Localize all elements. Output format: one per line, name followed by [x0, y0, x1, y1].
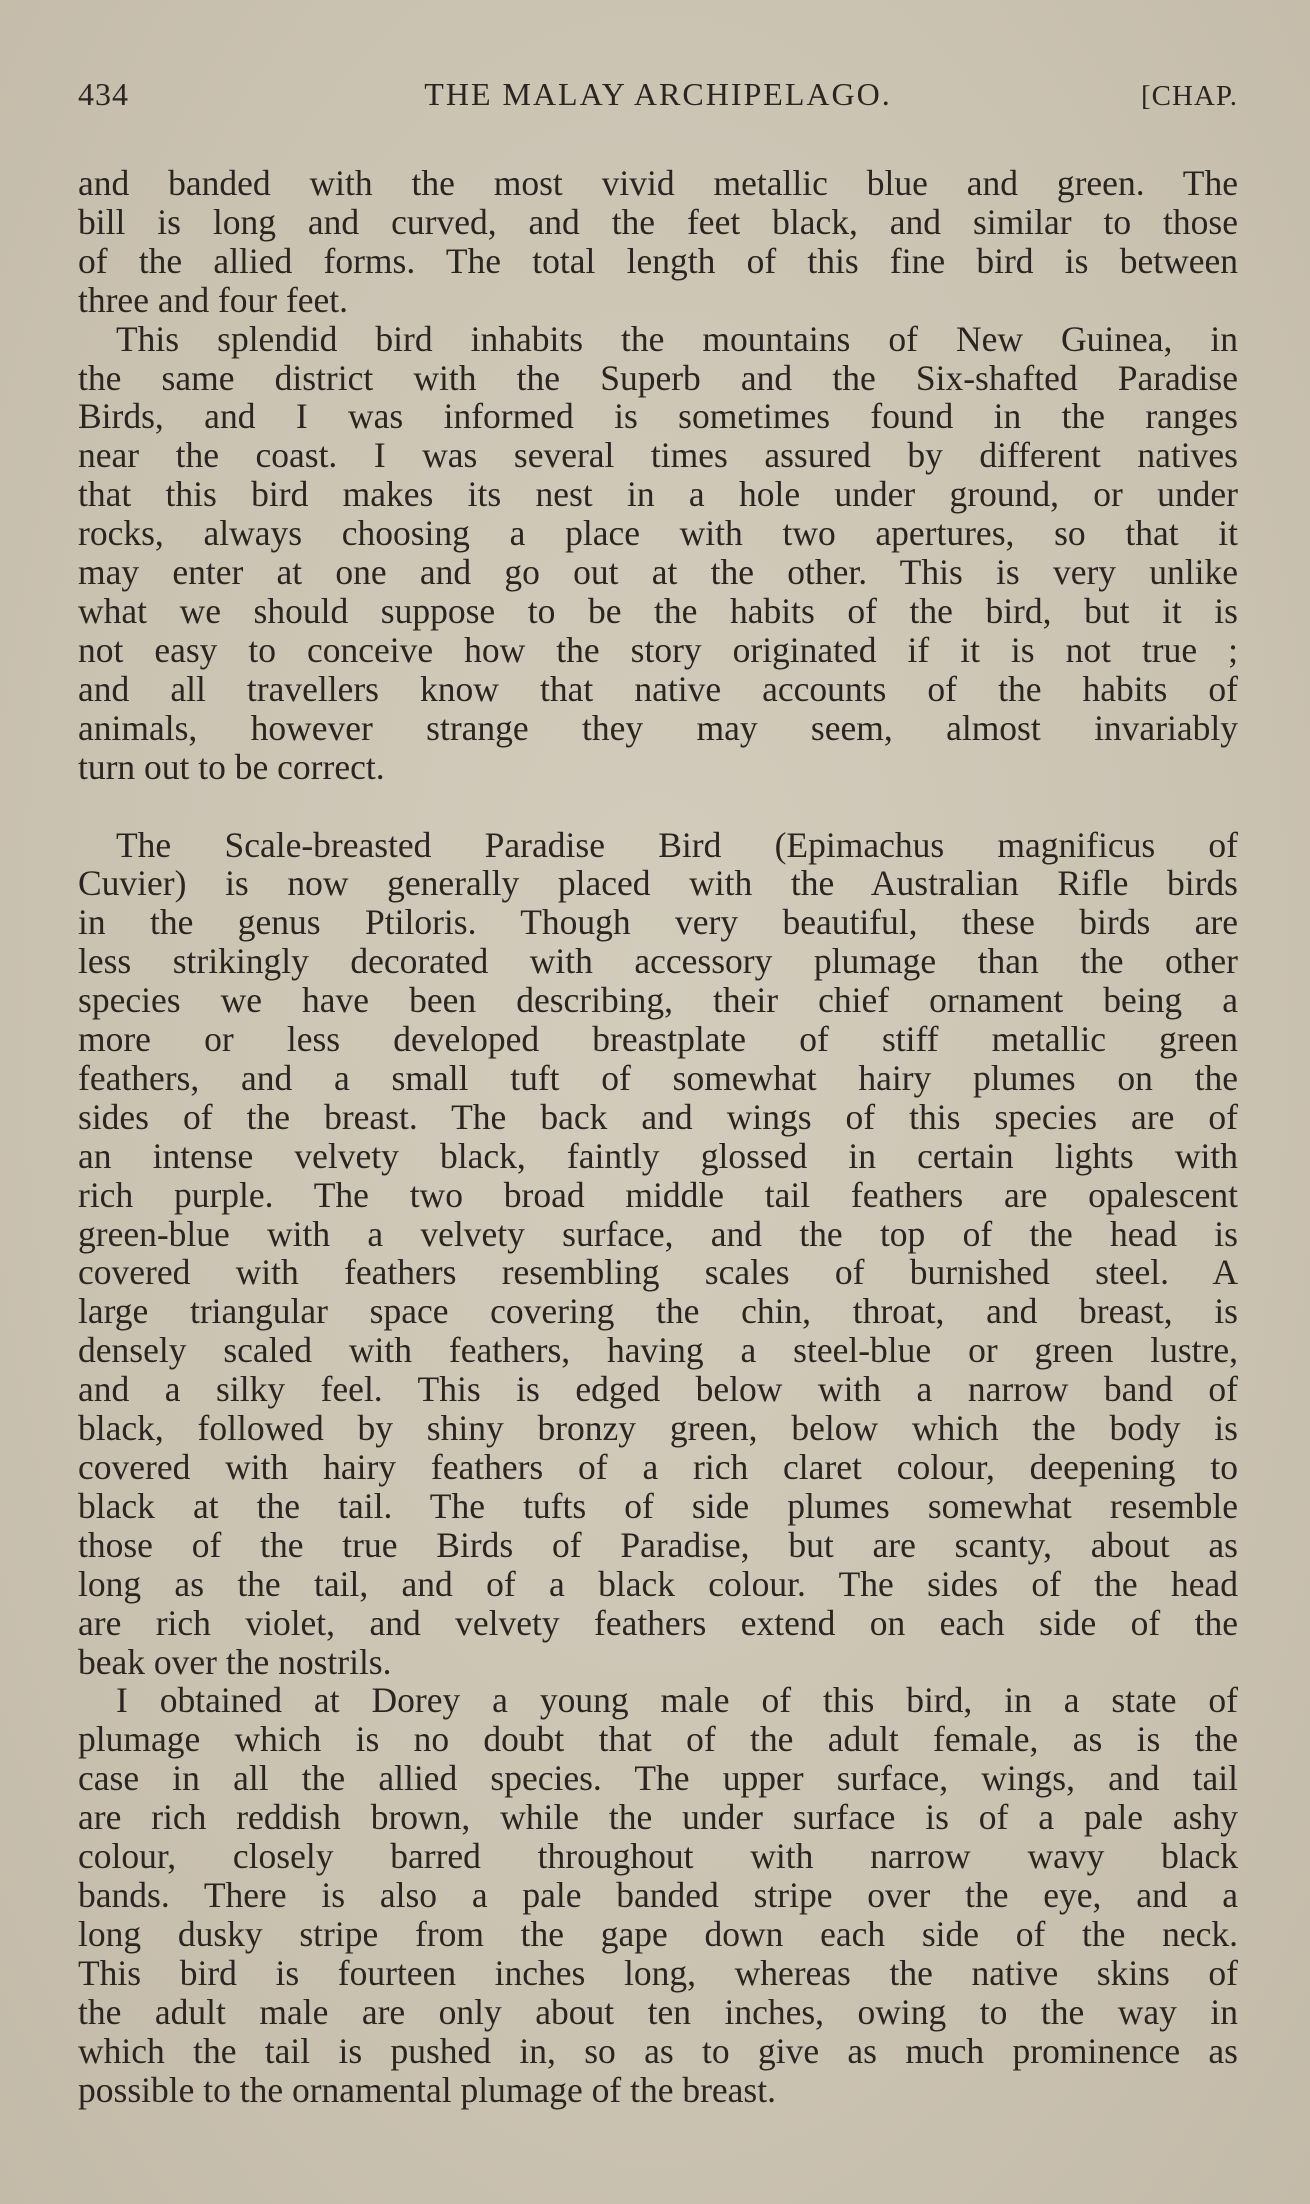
text-line: colour, closely barred throughout with narrow wavy black — [78, 1836, 1238, 1877]
text-line: are rich violet, and velvety feathers extend on each side of the — [78, 1602, 1238, 1643]
text-line: and all travellers know that native accounts of the habits of — [78, 668, 1238, 709]
text-line: turn out to be correct. — [78, 746, 385, 787]
text-line: possible to the ornamental plumage of the breast. — [78, 2069, 776, 2110]
text-line: This bird is fourteen inches long, whereas the native skins of — [78, 1952, 1238, 1993]
text-line: long as the tail, and of a black colour. The sides of the head — [78, 1563, 1238, 1604]
text-line: feathers, and a small tuft of somewhat hairy plumes on the — [78, 1057, 1238, 1098]
body-text — [78, 164, 1238, 2109]
text-line: those of the true Birds of Paradise, but are scanty, about as — [78, 1524, 1238, 1565]
page-number: 434 — [78, 76, 129, 112]
text-line: densely scaled with feathers, having a steel-blue or green lustre, — [78, 1330, 1238, 1371]
text-line: not easy to conceive how the story originated if it is not true ; — [78, 629, 1238, 670]
text-line: the same district with the Superb and the Six-shafted Paradise — [78, 357, 1238, 398]
text-line: and banded with the most vivid metallic blue and green. The — [78, 163, 1238, 203]
text-line: large triangular space covering the chin, throat, and breast, is — [78, 1291, 1238, 1332]
running-head — [78, 76, 1238, 116]
section-gap — [78, 787, 1238, 826]
text-line: covered with hairy feathers of a rich claret colour, deepening to — [78, 1447, 1238, 1487]
text-line: animals, however strange they may seem, almost invariably — [78, 707, 1238, 748]
text-line: beak over the nostrils. — [78, 1641, 392, 1682]
text-line: Cuvier) is now generally placed with the Australian Rifle birds — [78, 863, 1238, 904]
text-line: species we have been describing, their chief ornament being a — [78, 980, 1238, 1021]
text-line: an intense velvety black, faintly glossed in certain lights with — [78, 1135, 1238, 1176]
text-line: three and four feet. — [78, 279, 349, 320]
text-line: sides of the breast. The back and wings of this species are of — [78, 1096, 1238, 1137]
chapter-mark: [CHAP. — [1140, 80, 1238, 112]
text-line: that this bird makes its nest in a hole under ground, or under — [78, 474, 1238, 515]
text-line: may enter at one and go out at the other. This is very unlike — [78, 552, 1238, 593]
text-line: case in all the allied species. The upper surface, wings, and tail — [78, 1758, 1238, 1799]
text-line: more or less developed breastplate of stiff metallic green — [78, 1019, 1238, 1060]
text-line: bands. There is also a pale banded stripe over the eye, and a — [78, 1874, 1238, 1915]
text-line: in the genus Ptiloris. Though very beautiful, these birds are — [78, 902, 1238, 943]
text-line: what we should suppose to be the habits of the bird, but it is — [78, 590, 1238, 631]
text-line: the adult male are only about ten inches, owing to the way in — [78, 1991, 1238, 2032]
text-line: plumage which is no doubt that of the adult female, as is the — [78, 1719, 1238, 1760]
text-line: which the tail is pushed in, so as to give as much prominence as — [78, 2030, 1238, 2071]
text-line: Birds, and I was informed is sometimes found in the ranges — [78, 396, 1238, 437]
text-line: near the coast. I was several times assured by different natives — [78, 435, 1238, 476]
text-line: are rich reddish brown, while the under surface is of a pale ashy — [78, 1797, 1238, 1838]
text-line: rocks, always choosing a place with two apertures, so that it — [78, 513, 1238, 554]
text-line: I obtained at Dorey a young male of this bird, in a state of — [116, 1680, 1238, 1721]
text-line: rich purple. The two broad middle tail feathers are opalescent — [78, 1174, 1238, 1215]
text-line: of the allied forms. The total length of this fine bird is between — [78, 240, 1238, 281]
text-line: black, followed by shiny bronzy green, below which the body is — [78, 1408, 1238, 1449]
book-title: THE MALAY ARCHIPELAGO. — [424, 76, 892, 112]
text-line: less strikingly decorated with accessory plumage than the other — [78, 941, 1238, 982]
text-line: and a silky feel. This is edged below with a narrow band of — [78, 1369, 1238, 1410]
text-line: The Scale-breasted Paradise Bird (Epimachus magnificus of — [116, 824, 1238, 865]
text-line: bill is long and curved, and the feet black, and similar to those — [78, 201, 1238, 242]
text-line: covered with feathers resembling scales of burnished steel. A — [78, 1252, 1238, 1293]
text-line: green-blue with a velvety surface, and the top of the head is — [78, 1213, 1238, 1254]
text-line: long dusky stripe from the gape down each side of the neck. — [78, 1913, 1238, 1954]
text-line: black at the tail. The tufts of side plumes somewhat resemble — [78, 1485, 1238, 1526]
text-line: This splendid bird inhabits the mountains of New Guinea, in — [116, 318, 1238, 359]
